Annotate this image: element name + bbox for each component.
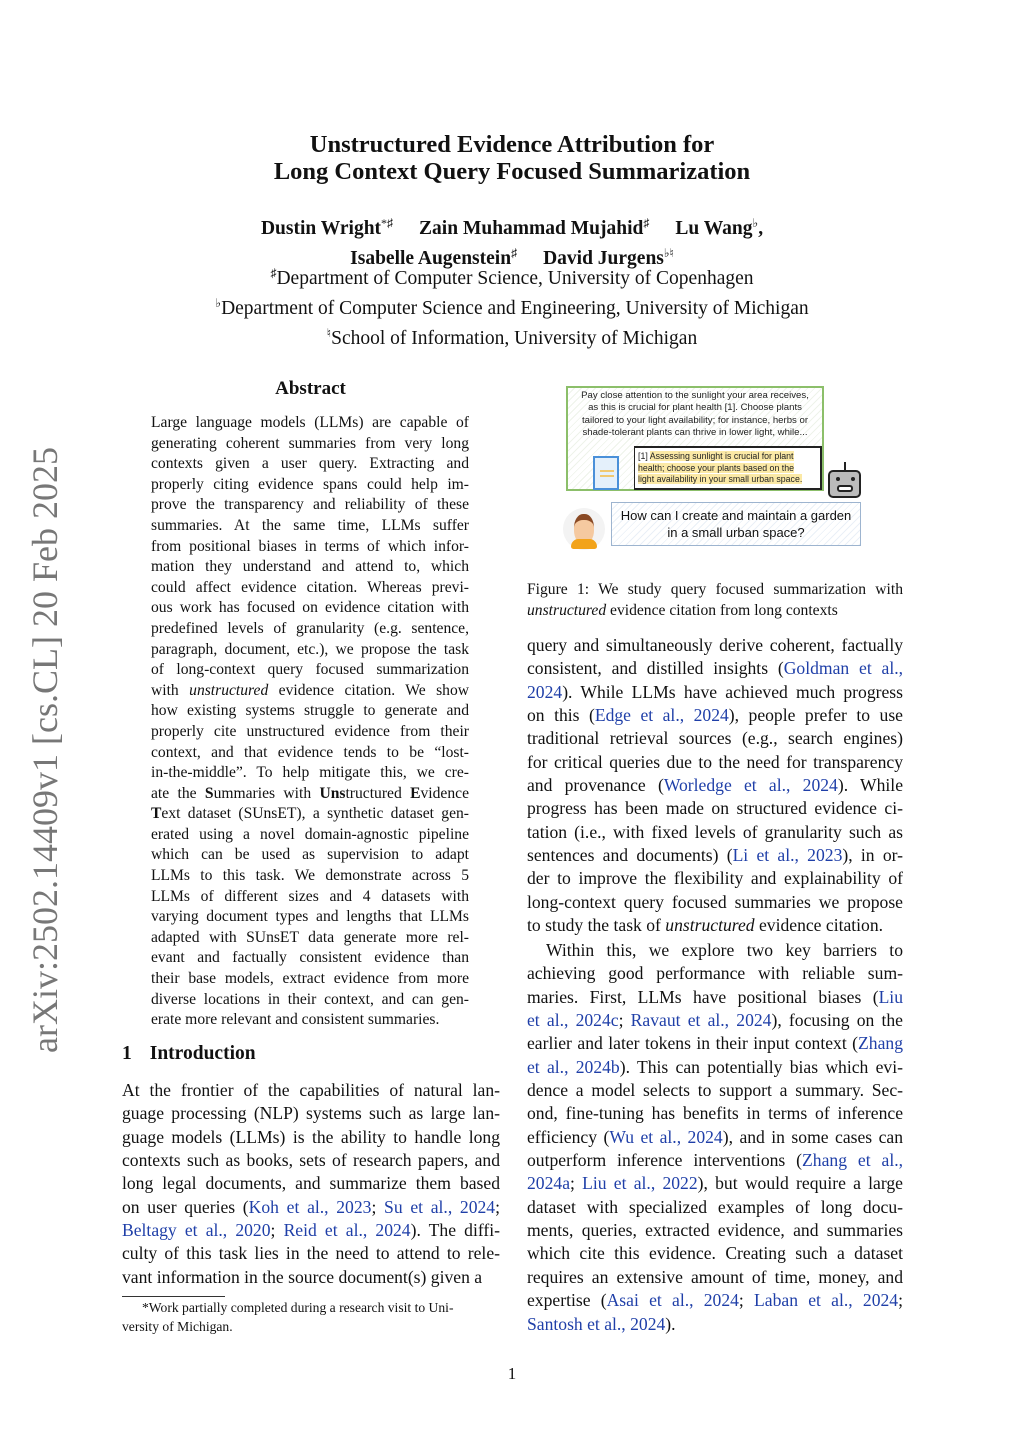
text-line	[151, 763, 469, 784]
text-line	[527, 1056, 903, 1079]
bold-text: Uns	[319, 784, 346, 802]
text-run: ;	[270, 1220, 284, 1241]
text-line	[527, 844, 903, 867]
text-line	[122, 1219, 500, 1242]
author-affiliation-mark: ♯	[511, 246, 518, 260]
affiliation-name: School of Information, University of Michigan	[331, 328, 698, 349]
citation-link[interactable]: Su et al., 2024	[384, 1196, 496, 1217]
citation-link[interactable]: Liu et al., 2022	[582, 1173, 698, 1194]
text-line	[527, 1313, 903, 1336]
text-run: ;	[738, 1290, 755, 1311]
text-line	[527, 1196, 903, 1219]
text-line	[122, 1149, 500, 1172]
evidence-line: health; choose your plants based on the	[638, 462, 795, 473]
robot-icon	[828, 470, 861, 498]
text-line	[151, 784, 469, 805]
text-line	[151, 804, 469, 825]
citation-link[interactable]: Ravaut et al., 2024	[630, 1010, 772, 1031]
text-run: ments, queries, extracted evidence, and summaries	[527, 1220, 903, 1241]
text-run: which cite this evidence. Creating such a dataset	[527, 1243, 903, 1264]
citation-link[interactable]: Wu et al., 2024	[609, 1126, 723, 1147]
text-run: varying document types and lengths that LLMs	[151, 908, 469, 926]
text-line	[151, 825, 469, 846]
text-line	[527, 939, 903, 962]
text-run: ;	[495, 1196, 500, 1217]
text-run: ), focusing on the	[771, 1010, 903, 1031]
text-run: on user queries (	[122, 1196, 249, 1217]
text-run: culty of this task lies in the need to attend to rele-	[122, 1243, 500, 1264]
bold-text: E	[410, 784, 421, 802]
text-line	[527, 1009, 903, 1032]
text-line	[527, 1032, 903, 1055]
text-line	[151, 640, 469, 661]
text-run: contexts given a user query. Extracting and	[151, 455, 469, 473]
text-run: long-context query focused summaries we propose	[527, 891, 903, 912]
text-line	[527, 986, 903, 1009]
text-line	[527, 821, 903, 844]
summary-line: tailored to your light availability; for instance, herbs or	[581, 414, 809, 426]
text-run: could affect evidence citation. Whereas previ-	[151, 578, 469, 596]
text-run: query and simultaneously derive coherent, factually	[527, 635, 903, 655]
citation-link[interactable]: Beltagy et al., 2020	[122, 1220, 271, 1241]
text-line	[527, 962, 903, 985]
text-run: on this (	[527, 705, 595, 726]
intro-left-column	[122, 1079, 500, 1289]
user-avatar-icon	[563, 508, 605, 550]
text-line	[151, 537, 469, 558]
author-name: Isabelle Augenstein	[350, 248, 512, 269]
text-line	[122, 1126, 500, 1149]
text-run: ate the	[151, 784, 205, 802]
text-run: generating coherent summaries from very long	[151, 434, 469, 452]
text-run: LLMs of different sizes and 4 datasets with	[151, 887, 469, 905]
citation-link[interactable]: Li et al., 2023	[732, 845, 843, 866]
text-run: long legal documents, and summarize them based	[122, 1173, 500, 1194]
text-line	[122, 1079, 500, 1102]
text-line	[151, 454, 469, 475]
text-run: consistent, and distilled insights (	[527, 658, 784, 679]
text-line	[151, 557, 469, 578]
text-line	[527, 681, 903, 704]
text-line	[151, 413, 469, 434]
text-line	[527, 1172, 903, 1195]
text-run: Within this, we explore two key barriers to	[546, 940, 903, 960]
section-title: Introduction	[149, 1043, 256, 1064]
text-line	[527, 1102, 903, 1125]
text-run: Figure 1: We study query focused summarization with	[527, 581, 903, 598]
text-run: properly citing evidence spans could help im-	[151, 475, 469, 493]
text-run: expertise (	[527, 1290, 607, 1311]
arxiv-stamp: arXiv:2502.14409v1 [cs.CL] 20 Feb 2025	[25, 447, 65, 1053]
italic-text: unstructured	[189, 681, 269, 699]
affiliation-mark: ♯	[270, 266, 277, 280]
citation-link[interactable]: Edge et al., 2024	[594, 705, 729, 726]
citation-link[interactable]: 2024a	[527, 1173, 570, 1194]
abstract-body	[151, 413, 469, 1031]
query-line: How can I create and maintain a garden	[620, 508, 852, 523]
text-run: ). The diffi-	[410, 1220, 500, 1241]
citation-link[interactable]: Asai et al., 2024	[606, 1290, 739, 1311]
text-run: contexts such as books, sets of research papers, and	[122, 1150, 500, 1171]
text-line	[527, 774, 903, 797]
text-line	[122, 1172, 500, 1195]
affiliation	[0, 321, 1024, 351]
text-line	[151, 743, 469, 764]
text-line	[527, 751, 903, 774]
affiliation-name: Department of Computer Science and Engineering, University of Michigan	[221, 298, 809, 319]
citation-link[interactable]: Santosh et al., 2024	[527, 1313, 666, 1334]
text-line	[151, 598, 469, 619]
italic-text: unstructured	[665, 915, 755, 936]
text-run: achieving good performance with reliable sum-	[527, 963, 903, 984]
citation-link[interactable]: 2024	[527, 681, 563, 702]
text-run: evidence citation.	[754, 915, 884, 936]
text-run: ), people prefer to use	[728, 705, 903, 726]
text-run: how existing systems struggle to generate and	[151, 702, 469, 720]
text-run: dence a model selects to support a summary. Sec-	[527, 1080, 903, 1101]
text-run: progress has been made on structured evidence ci-	[527, 798, 903, 819]
summary-line: as this is crucial for plant health [1]. Choose plants	[588, 402, 802, 414]
text-run: ;	[898, 1290, 903, 1311]
citation-link[interactable]: Goldman et al.,	[783, 658, 904, 679]
text-run: traditional retrieval sources (e.g., search engines)	[527, 728, 903, 749]
text-run: ext dataset (SUnsET), a synthetic dataset gen-	[161, 805, 469, 823]
text-line	[527, 1126, 903, 1149]
text-line	[527, 797, 903, 820]
text-line	[151, 845, 469, 866]
evidence-label: [1]	[638, 451, 648, 461]
affiliation-mark: ♭	[215, 296, 222, 310]
text-run: ). While LLMs have achieved much progress	[562, 681, 903, 702]
text-line	[122, 1266, 500, 1289]
affiliation	[0, 291, 1024, 321]
separator: ,	[758, 218, 764, 239]
text-line	[527, 580, 903, 601]
figure-1	[560, 380, 870, 560]
text-line	[527, 1289, 903, 1312]
text-run: erate more relevant and consistent summaries.	[151, 1011, 440, 1029]
text-run: der to improve the flexibility and explainability of	[527, 868, 903, 889]
text-run: maries. First, LLMs have positional biases (	[527, 986, 879, 1007]
text-line	[151, 619, 469, 640]
text-run: from positional biases in terms of which infor-	[151, 537, 469, 555]
citation-link[interactable]: Laban et al., 2024	[754, 1290, 899, 1311]
bold-text: T	[151, 805, 162, 823]
citation-link[interactable]: et al., 2024b	[527, 1056, 620, 1077]
citation-link[interactable]: et al., 2024c	[527, 1010, 619, 1031]
text-run: adapted with SUnsET data generate more rel-	[151, 928, 469, 946]
summary-bubble	[566, 386, 824, 491]
text-run: with	[151, 681, 190, 699]
text-line	[151, 990, 469, 1011]
text-run: ond, fine-tuning has benefits in terms of inference	[527, 1103, 903, 1124]
text-line	[122, 1102, 500, 1125]
paper-title	[0, 131, 1024, 185]
text-run: vidence	[420, 784, 469, 802]
affiliation	[0, 261, 1024, 291]
query-bubble	[611, 502, 861, 546]
text-line	[151, 948, 469, 969]
text-line	[151, 516, 469, 537]
affiliation-name: Department of Computer Science, University of Copenhagen	[276, 268, 754, 289]
text-line	[527, 704, 903, 727]
text-run: their base models, extract evidence from more	[151, 970, 469, 988]
text-line	[151, 1010, 469, 1031]
summary-line: shade-tolerant plants can thrive in lower light, while...	[582, 426, 808, 438]
author-affiliation-mark: *♯	[381, 216, 394, 230]
text-line	[527, 727, 903, 750]
text-run: of long-context query focused summarization	[151, 661, 469, 679]
text-run: tructured	[345, 784, 411, 802]
evidence-line: light availability in your small urban space.	[638, 474, 803, 484]
italic-text: unstructured	[527, 601, 607, 619]
text-run: ), but would require a large	[697, 1173, 903, 1194]
query-line: in a small urban space?	[667, 525, 805, 540]
author-name: David Jurgens	[543, 248, 664, 269]
text-run: ;	[570, 1173, 583, 1194]
text-run: ), and in some cases can	[722, 1126, 903, 1147]
text-run: evant and factually consistent evidence than	[151, 949, 469, 967]
text-line	[151, 907, 469, 928]
text-run: which can be used as supervision to adapt	[151, 846, 469, 864]
text-run: prove the transparency and reliability of these	[151, 496, 469, 514]
page-number: 1	[507, 1364, 517, 1383]
text-line	[151, 969, 469, 990]
title-line: Unstructured Evidence Attribution for	[309, 131, 715, 158]
text-run: evidence citation. We show	[268, 681, 470, 699]
text-line	[151, 660, 469, 681]
text-run: evidence citation from long contexts	[606, 601, 838, 619]
author-affiliation-mark: ♭	[752, 216, 759, 230]
text-run: guage models (LLMs) is the ability to handle long	[122, 1126, 500, 1147]
footnote-line: versity of Michigan.	[122, 1319, 233, 1334]
text-line	[527, 634, 903, 657]
abstract-heading: Abstract	[275, 378, 346, 399]
citation-link[interactable]: Reid et al., 2024	[283, 1220, 411, 1241]
text-run: ;	[618, 1010, 631, 1031]
author-name: Dustin Wright	[260, 218, 382, 239]
footnote	[122, 1298, 500, 1336]
text-line	[527, 891, 903, 914]
intro-right-paragraph-1	[527, 634, 903, 937]
citation-link[interactable]: Zhang et al.,	[802, 1150, 904, 1171]
author-name: Lu Wang	[675, 218, 753, 239]
text-line	[527, 1079, 903, 1102]
text-run: tation (i.e., with fixed levels of granularity such as	[527, 821, 903, 842]
text-run: ), in or-	[842, 845, 904, 866]
text-line	[527, 601, 903, 622]
text-run: properly cite unstructured evidence from their	[151, 722, 469, 740]
summary-line: Pay close attention to the sunlight your area receives,	[581, 390, 809, 401]
text-run: erated using a novel domain-agnostic pipeline	[151, 825, 469, 843]
bold-text: S	[204, 784, 214, 802]
text-run: sentences and documents) (	[527, 845, 733, 866]
text-line	[527, 1242, 903, 1265]
text-run: vant information in the source document(s) given a	[122, 1266, 483, 1287]
text-run: ;	[371, 1196, 385, 1217]
text-run: diverse locations in their context, and can gen-	[151, 990, 469, 1008]
text-run: mation they understand and attend to, which	[151, 558, 469, 576]
text-line	[527, 914, 903, 937]
text-line	[527, 1149, 903, 1172]
section-number: 1	[122, 1043, 132, 1064]
footnote-line: *Work partially completed during a research visit to Uni-	[142, 1300, 454, 1315]
text-line	[527, 1266, 903, 1289]
text-run: requires an extensive amount of time, money, and	[527, 1266, 903, 1287]
intro-right-paragraph-2	[527, 939, 903, 1336]
text-line	[151, 475, 469, 496]
text-line	[527, 867, 903, 890]
text-run: LLMs to this task. We demonstrate across 5	[151, 867, 469, 885]
text-run: paragraph, document, etc.), we propose the task	[151, 640, 469, 658]
text-run: Large language models (LLMs) are capable of	[151, 414, 469, 431]
figure-caption	[527, 580, 903, 621]
citation-link[interactable]: Koh et al., 2023	[248, 1196, 372, 1217]
text-run: predefined levels of granularity (e.g. sentence,	[151, 619, 469, 637]
footnote-rule	[122, 1296, 225, 1297]
text-line	[151, 495, 469, 516]
text-run: ous work has focused on evidence citation with	[151, 599, 469, 617]
text-run: earlier and later tokens in their input context (	[527, 1033, 859, 1054]
text-line	[151, 928, 469, 949]
text-run: for critical queries due to the need for transparency	[527, 751, 903, 772]
citation-link[interactable]: Liu	[878, 986, 903, 1007]
text-run: At the frontier of the capabilities of natural lan-	[122, 1080, 500, 1100]
text-run: context, and that evidence tends to be “lost-	[151, 743, 469, 761]
text-line	[527, 657, 903, 680]
citation-link[interactable]: Worledge et al., 2024	[663, 775, 838, 796]
evidence-callout	[634, 446, 822, 490]
author-affiliation-mark: ♯	[643, 216, 650, 230]
text-run: in-the-middle”. To help mitigate this, we cre-	[151, 764, 469, 782]
text-run: and provenance (	[527, 775, 664, 796]
text-line	[151, 434, 469, 455]
citation-link[interactable]: Zhang	[858, 1033, 903, 1054]
text-run: summaries. At the same time, LLMs suffer	[151, 516, 469, 534]
affiliations	[0, 261, 1024, 351]
text-line	[527, 1219, 903, 1242]
text-run: ).	[665, 1313, 676, 1334]
text-line	[151, 887, 469, 908]
text-run: ). This can potentially bias which evi-	[619, 1056, 903, 1077]
text-run: guage processing (NLP) systems such as large lan-	[122, 1103, 500, 1124]
section-heading-introduction	[122, 1043, 256, 1065]
text-line	[151, 681, 469, 702]
evidence-line: Assessing sunlight is crucial for plant	[649, 451, 794, 461]
text-line	[151, 578, 469, 599]
text-run: to study the task of	[527, 915, 666, 936]
author-name: Zain Muhammad Mujahid	[419, 218, 644, 239]
text-run: ummaries with	[213, 784, 320, 802]
text-line	[122, 1196, 500, 1219]
text-run: outperform inference interventions (	[527, 1150, 803, 1171]
text-line	[151, 701, 469, 722]
author-affiliation-mark: ♭♮	[663, 246, 674, 260]
text-line	[151, 866, 469, 887]
text-run: efficiency (	[527, 1126, 610, 1147]
affiliation-mark: ♮	[326, 326, 332, 340]
text-line	[151, 722, 469, 743]
document-icon	[593, 456, 619, 490]
title-line: Long Context Query Focused Summarization	[273, 158, 751, 185]
text-run: ). While	[837, 775, 904, 796]
text-run: dataset with specialized examples of long docu-	[527, 1196, 903, 1217]
text-line	[122, 1242, 500, 1265]
